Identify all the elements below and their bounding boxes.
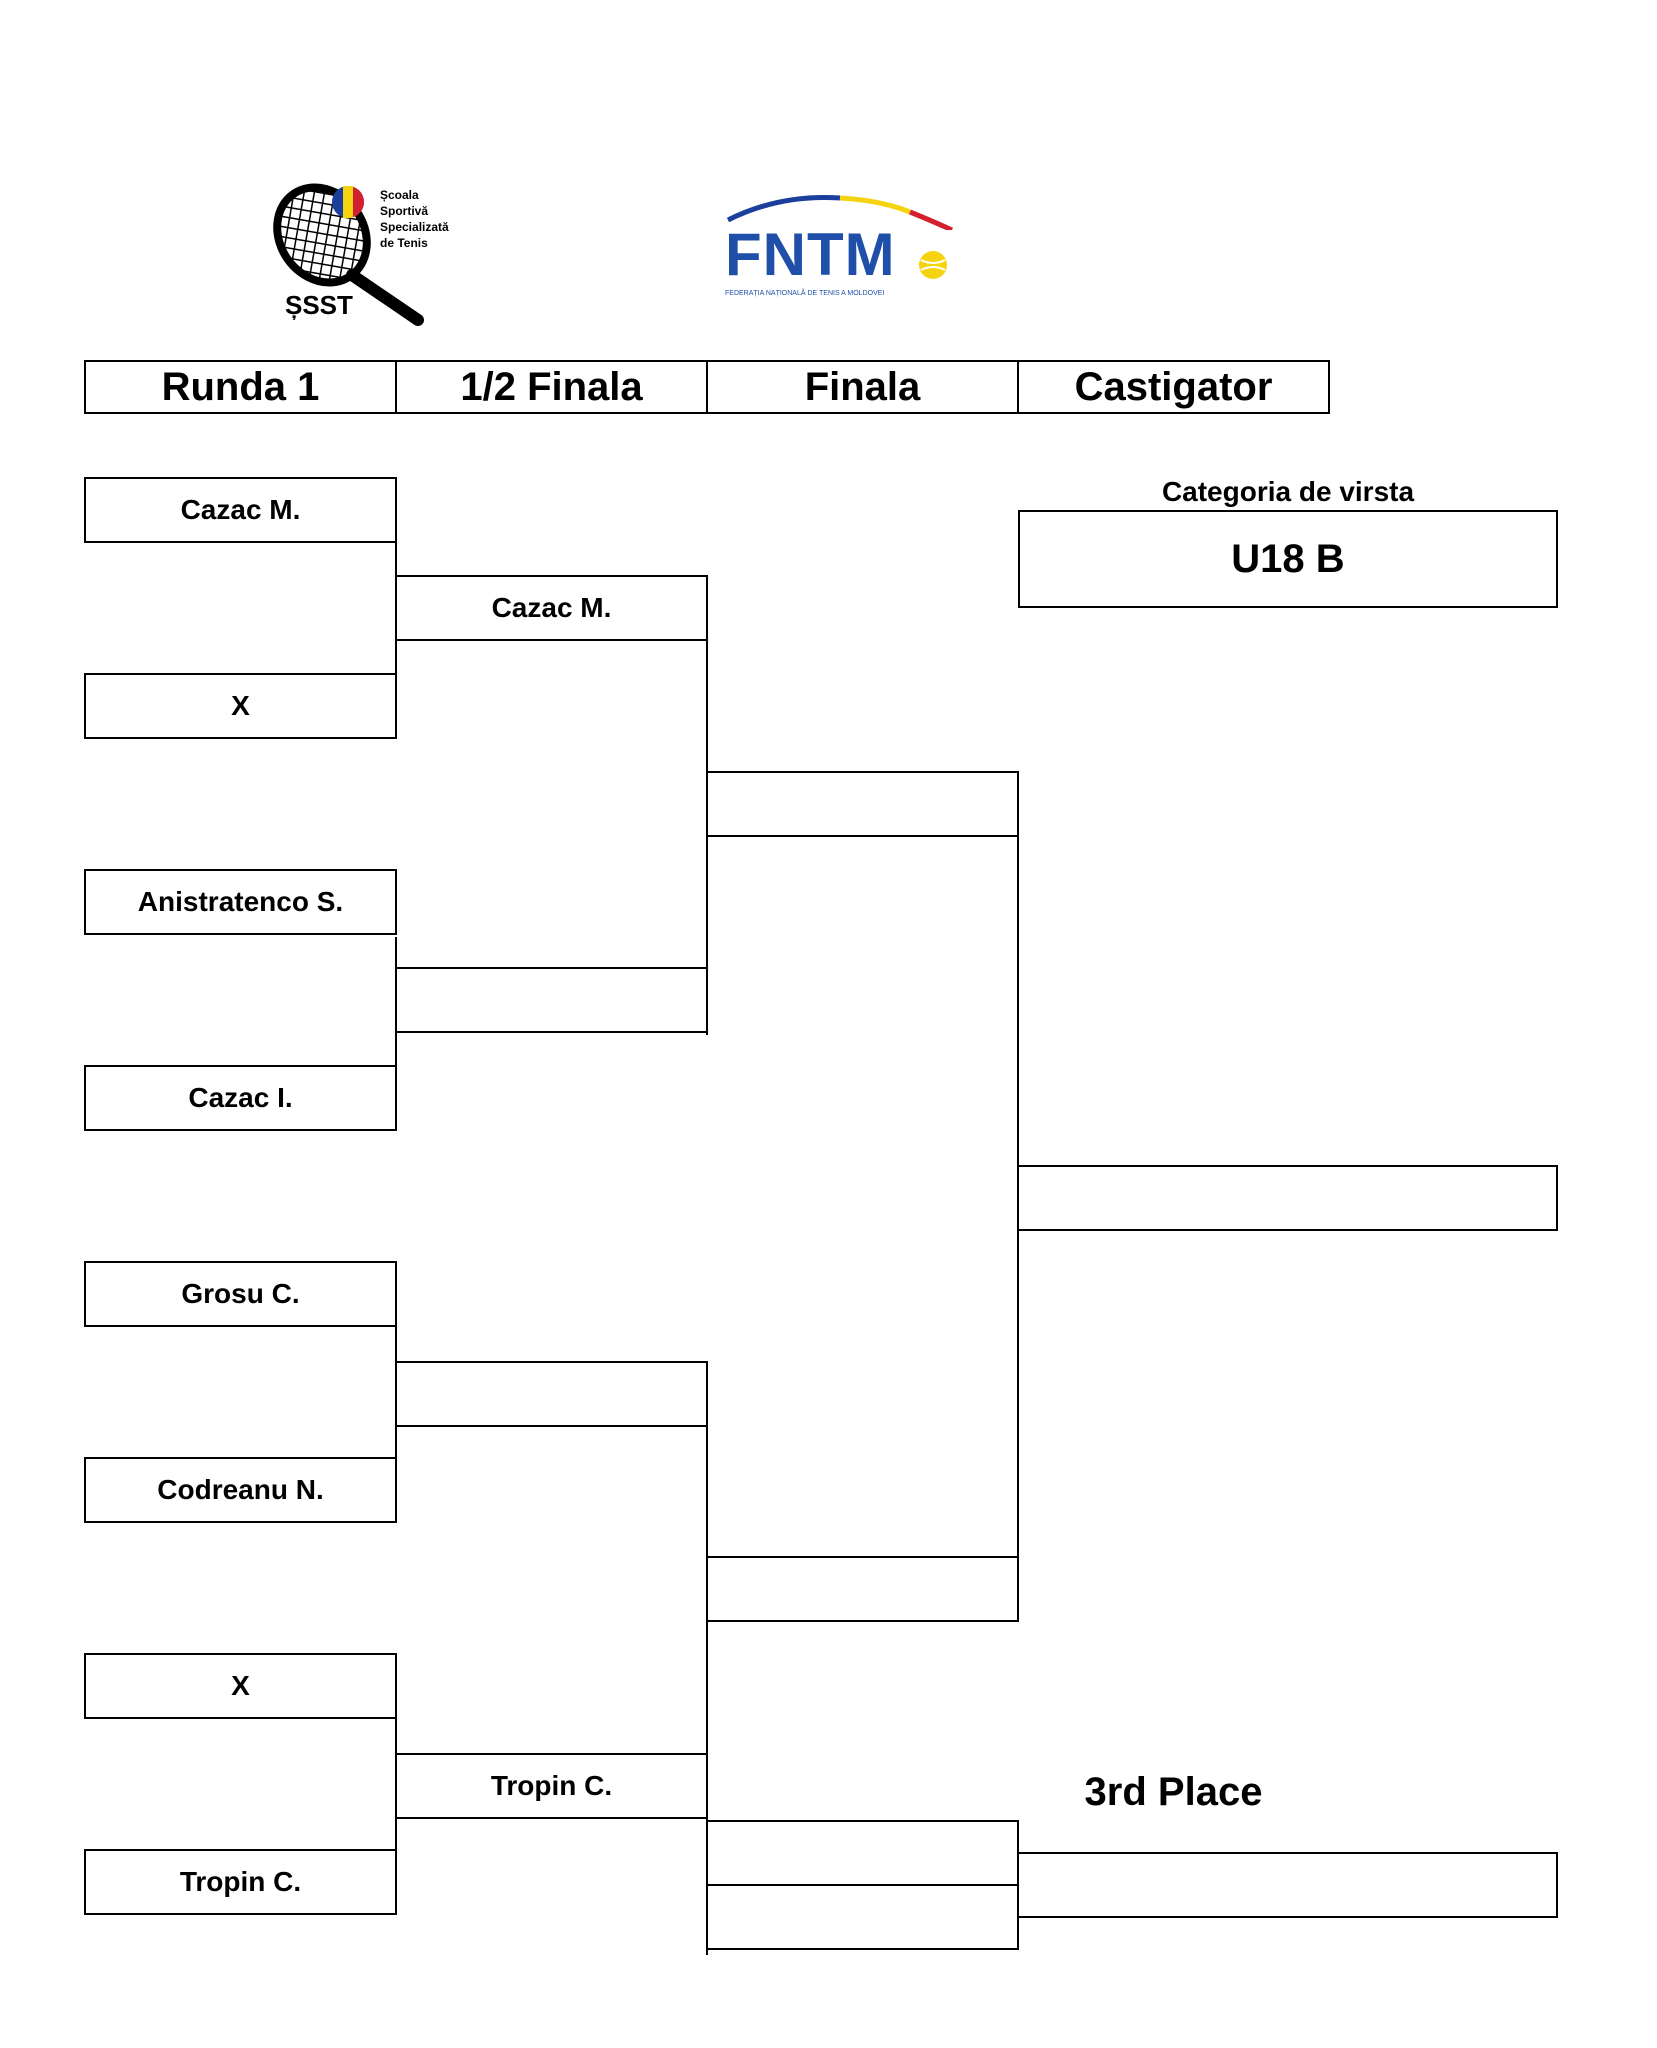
third-place-semi-1 bbox=[706, 1820, 1019, 1886]
round1-slot-3: Anistratenco S. bbox=[84, 869, 397, 935]
semifinal-slot-2 bbox=[395, 967, 708, 1033]
fntm-abbr: FNTM bbox=[725, 221, 896, 288]
category-label: Categoria de virsta bbox=[1161, 476, 1415, 507]
ssst-text-line-2: Sportivă bbox=[380, 204, 429, 218]
semifinal-slot-3 bbox=[395, 1361, 708, 1427]
third-place-semi-2 bbox=[706, 1884, 1019, 1950]
round1-slot-6: Codreanu N. bbox=[84, 1457, 397, 1523]
connector bbox=[706, 639, 708, 1035]
round1-slot-4: Cazac I. bbox=[84, 1065, 397, 1131]
ssst-text-line-3: Specializată bbox=[380, 220, 449, 234]
header-winner: Castigator bbox=[1017, 360, 1330, 414]
round1-slot-1: Cazac M. bbox=[84, 477, 397, 543]
semifinal-slot-1: Cazac M. bbox=[395, 575, 708, 641]
semifinal-slot-4: Tropin C. bbox=[395, 1753, 708, 1819]
winner-slot bbox=[1017, 1165, 1558, 1231]
ssst-text-line-4: de Tenis bbox=[380, 236, 428, 250]
fntm-logo bbox=[720, 190, 960, 310]
header-runda-1: Runda 1 bbox=[84, 360, 397, 414]
ssst-text-line-1: Școala bbox=[380, 188, 419, 202]
third-place-winner bbox=[1017, 1852, 1558, 1918]
round1-slot-2: X bbox=[84, 673, 397, 739]
fntm-subtitle: FEDERAȚIA NAȚIONALĂ DE TENIS A MOLDOVEI bbox=[725, 290, 885, 297]
round1-slot-5: Grosu C. bbox=[84, 1261, 397, 1327]
header-final: Finala bbox=[706, 360, 1019, 414]
round1-slot-7: X bbox=[84, 1653, 397, 1719]
final-slot-1 bbox=[706, 771, 1019, 837]
category-value: U18 B bbox=[1018, 510, 1558, 608]
third-place-label: 3rd Place bbox=[1084, 1770, 1263, 1814]
header-semifinals: 1/2 Finala bbox=[395, 360, 708, 414]
round1-slot-8: Tropin C. bbox=[84, 1849, 397, 1915]
tennis-ball-icon bbox=[918, 250, 948, 280]
ssst-abbr: ȘSST bbox=[285, 290, 353, 320]
final-slot-2 bbox=[706, 1556, 1019, 1622]
